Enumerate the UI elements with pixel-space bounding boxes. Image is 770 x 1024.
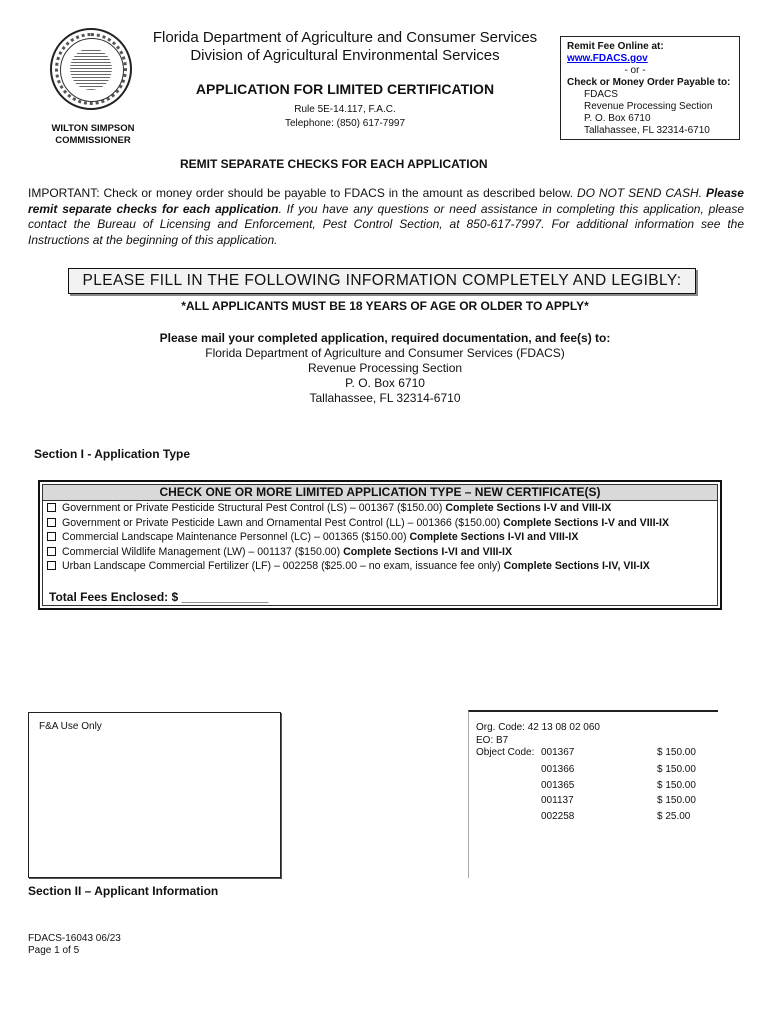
option-label: Government or Private Pesticide Lawn and Ornamental Pest Control (LL) – 001366 ($150.00)	[62, 516, 504, 529]
payable-line: FDACS	[584, 89, 618, 100]
option-lw[interactable]	[43, 545, 717, 560]
page-number: Page 1 of 5	[28, 945, 80, 956]
important-contact-text: . If you have any questions or need assistance in completing this application, please contact the Bureau of Licensing and Enforcement, Pest Control Section, at 850-617-7997. For additional information see the Instructions at the beginning of this application.	[28, 201, 745, 247]
application-type-box	[38, 480, 722, 610]
option-lc[interactable]	[43, 530, 717, 545]
remit-or: - or -	[624, 65, 646, 76]
form-title: APPLICATION FOR LIMITED CERTIFICATION	[195, 81, 495, 97]
object-code: 002258	[541, 811, 575, 822]
agency-name: Florida Department of Agriculture and Consumer Services	[152, 29, 538, 46]
fa-use-label: F&A Use Only	[39, 721, 102, 732]
mail-line: Revenue Processing Section	[307, 361, 463, 375]
checkbox-ll[interactable]	[47, 518, 56, 527]
option-sections: Complete Sections I-V and VIII-IX	[503, 516, 670, 529]
important-text: IMPORTANT: Check or money order should be payable to FDACS in the amount as described below.	[28, 186, 577, 200]
object-code-label: Object Code:	[476, 747, 535, 758]
remit-online-label: Remit Fee Online at:	[567, 41, 664, 52]
payable-line: P. O. Box 6710	[584, 113, 651, 124]
seal-center	[70, 48, 112, 90]
application-type-header: CHECK ONE OR MORE LIMITED APPLICATION TYPE – NEW CERTIFICATE(S)	[43, 485, 717, 501]
payable-line: Tallahassee, FL 32314-6710	[584, 125, 710, 136]
object-code: 001137	[541, 795, 574, 806]
remit-fee-box	[560, 36, 740, 140]
mail-line: P. O. Box 6710	[345, 376, 425, 390]
department-seal	[50, 28, 132, 110]
telephone: Telephone: (850) 617-7997	[284, 118, 406, 129]
mail-heading: Please mail your completed application, required documentation, and fee(s) to:	[159, 331, 611, 345]
important-paragraph	[28, 186, 744, 248]
org-code-box	[468, 710, 718, 878]
option-sections: Complete Sections I-V and VIII-IX	[445, 502, 612, 514]
application-type-inner	[42, 484, 718, 606]
section-2-title: Section II – Applicant Information	[28, 884, 219, 898]
option-sections: Complete Sections I-VI and VIII-IX	[409, 531, 579, 543]
checkbox-lf[interactable]	[47, 561, 56, 570]
form-header	[140, 29, 550, 131]
rule-reference: Rule 5E-14.117, F.A.C.	[294, 104, 396, 115]
object-code: 001365	[541, 780, 575, 791]
option-label: Government or Private Pesticide Structural Pest Control (LS) – 001367 ($150.00)	[62, 502, 446, 514]
option-sections: Complete Sections I-VI and VIII-IX	[343, 545, 513, 558]
option-ll[interactable]	[43, 516, 717, 531]
option-lf[interactable]	[43, 559, 717, 574]
mail-line: Florida Department of Agriculture and Consumer Services (FDACS)	[205, 346, 565, 360]
eo-code: EO: B7	[476, 735, 509, 746]
option-label: Urban Landscape Commercial Fertilizer (LF) – 002258 ($25.00 – no exam, issuance fee only)	[62, 560, 504, 572]
org-code: Org. Code: 42 13 08 02 060	[476, 722, 600, 733]
separate-checks-notice: REMIT SEPARATE CHECKS FOR EACH APPLICATION	[180, 157, 488, 171]
object-code: 001366	[541, 764, 575, 775]
commissioner-name: WILTON SIMPSON	[51, 123, 135, 134]
option-label: Commercial Wildlife Management (LW) – 001137 ($150.00)	[62, 545, 344, 558]
mail-line: Tallahassee, FL 32314-6710	[309, 391, 461, 405]
checkbox-lc[interactable]	[47, 532, 56, 541]
object-code: 001367	[541, 747, 575, 758]
fa-use-only-box	[28, 712, 281, 878]
payable-line: Revenue Processing Section	[584, 101, 713, 112]
form-id: FDACS-16043 06/23	[28, 933, 121, 944]
object-amount: $ 150.00	[657, 780, 696, 791]
payable-label: Check or Money Order Payable to:	[567, 77, 731, 88]
fill-in-banner: PLEASE FILL IN THE FOLLOWING INFORMATION COMPLETELY AND LEGIBLY:	[68, 268, 696, 294]
no-cash-warning: DO NOT SEND CASH.	[576, 186, 703, 200]
fdacs-website-link[interactable]: www.FDACS.gov	[567, 53, 648, 64]
checkbox-lw[interactable]	[47, 547, 56, 556]
separate-checks-emphasis: Please remit separate checks for each application	[28, 186, 744, 216]
division-name: Division of Agricultural Environmental Services	[190, 47, 500, 64]
object-amount: $ 25.00	[657, 811, 691, 822]
mailing-instructions	[0, 331, 770, 406]
commissioner-title: COMMISSIONER	[55, 135, 131, 146]
option-label: Commercial Landscape Maintenance Personnel (LC) – 001365 ($150.00)	[62, 531, 410, 543]
age-requirement: *ALL APPLICANTS MUST BE 18 YEARS OF AGE OR OLDER TO APPLY*	[181, 299, 589, 313]
form-footer	[28, 933, 121, 957]
option-ls[interactable]	[43, 501, 717, 516]
object-amount: $ 150.00	[657, 764, 696, 775]
object-amount: $ 150.00	[657, 795, 696, 806]
section-1-title: Section I - Application Type	[34, 447, 191, 461]
option-sections: Complete Sections I-IV, VII-IX	[503, 560, 650, 572]
commissioner-block	[38, 123, 148, 147]
object-amount: $ 150.00	[657, 747, 696, 758]
checkbox-ls[interactable]	[47, 503, 56, 512]
total-fees-field[interactable]: Total Fees Enclosed: $ _____________	[49, 590, 269, 604]
